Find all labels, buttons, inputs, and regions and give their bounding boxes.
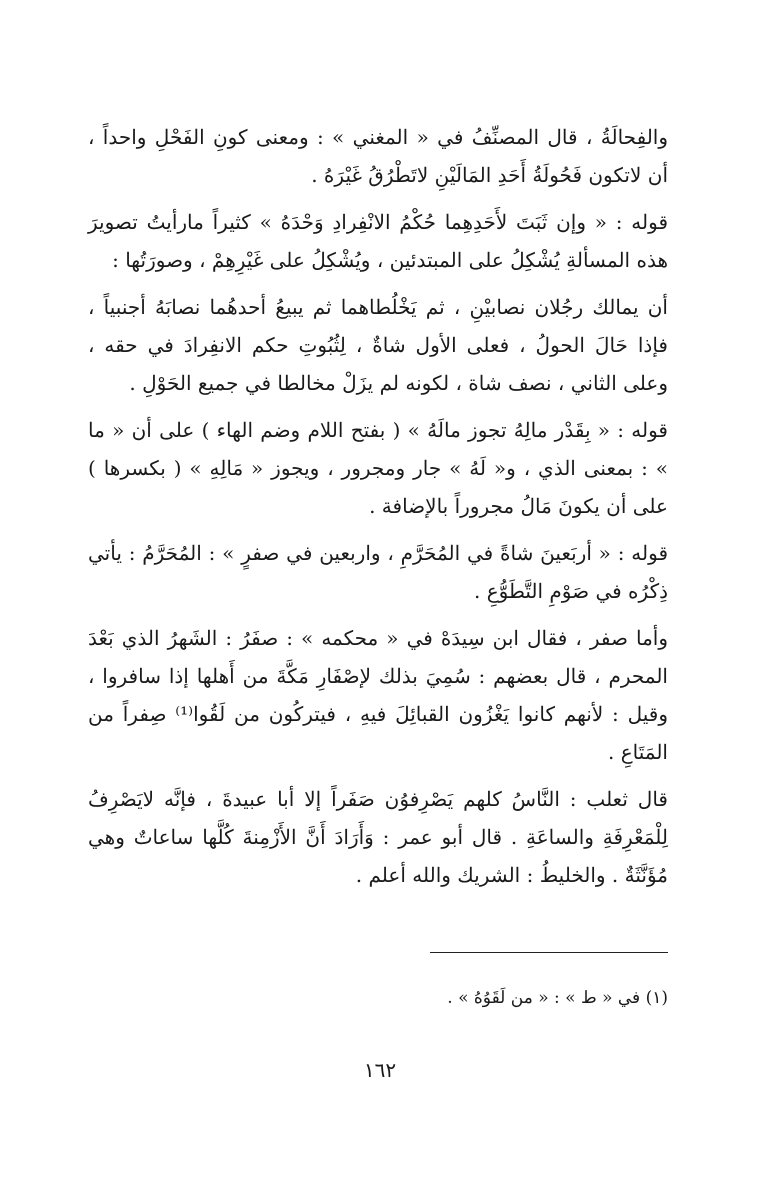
paragraph-infirad: قوله : « وإن ثَبَتَ لأَحَدِهِما حُكْمُ الانْفِرادِ وَحْدَهُ » كثيراً مارأيتُ تصويرَ هذه المسألةِ يُشْكِلُ على المبتدئين ، ويُشْكِلُ على غَيْرِهِمْ ، وصورَتُها :	[88, 210, 668, 272]
page-number: ١٦٢	[363, 1058, 397, 1082]
paragraph-thalab: قال ثعلب : النَّاسُ كلهم يَصْرِفوُن صَفَراً إلا أبا عبيدةَ ، فإنَّه لايَصْرِفُ لِلْمَعْرِفَةِ والساعَةِ . قال أبو عمر : وَأَرَادَ أَنَّ الأَزْمِنةَ كُلَّها ساعاتٌ وهي مُؤَنَّثَةٌ . والخليطُ : الشريك والله أعلم .	[88, 787, 668, 887]
paragraph-fihala: والفِحالَةُ ، قال المصنِّفُ في « المغني » : ومعنى كونِ الفَحْلِ واحداً ، أن لاتكون فَحُولَةُ أَحَدِ المَالَيْنِ لاتَطْرُقُ غَيْرَهُ .	[88, 125, 668, 187]
paragraph-safar: وأما صفر ، فقال ابن سِيدَهْ في « محكمه » : صفَرُ : الشَهرُ الذي بَعْدَ المحرم ، قال بعضهم : سُمِيَ بذلك لإصْفَارِ مَكَّةَ من أَهلها إذا سافروا ، وقيل : لأنهم كانوا يَغْزُون القبائِلَ فيهِ ، فيتركُون من لَقُوا⁽¹⁾ صِفراً من المَتَاعِ .	[88, 626, 668, 764]
paragraph-qadr-malihi: قوله : « بِقَدْر مالِهُ تجوز مالَهُ » ( بفتح اللام وضم الهاء ) على أن « ما » : بمعنى الذي ، و« لَهُ » جار ومجرور ، ويجوز « مَالِهِ » ( بكسرها ) على أن يكونَ مَالُ مجروراً بالإضافة .	[88, 418, 668, 518]
footnote: (١) في « ط » : « من لَقَوُهُ » .	[447, 988, 668, 1008]
paragraph-muharram: قوله : « أربَعينَ شاةً في المُحَرَّمِ ، واربعين في صفرٍ » : المُحَرَّمُ : يأتي ذِكْرُه في صَوْمِ التَّطَوُّعِ .	[88, 541, 668, 603]
page-body	[88, 118, 668, 903]
paragraph-example: أن يمالك رجُلان نصابيْنِ ، ثم يَخْلُطاهما ثم يبيعُ أحدهُما نصابَهُ أجنبياً ، فإذا حَالَ الحولُ ، فعلى الأول شاةٌ ، لِثُبُوتِ حكم الانفِرادَ في حقه ، وعلى الثاني ، نصف شاة ، لكونه لم يزَلْ مخالطا في جميع الحَوْلِ .	[88, 295, 668, 395]
footnote-separator	[430, 952, 668, 953]
